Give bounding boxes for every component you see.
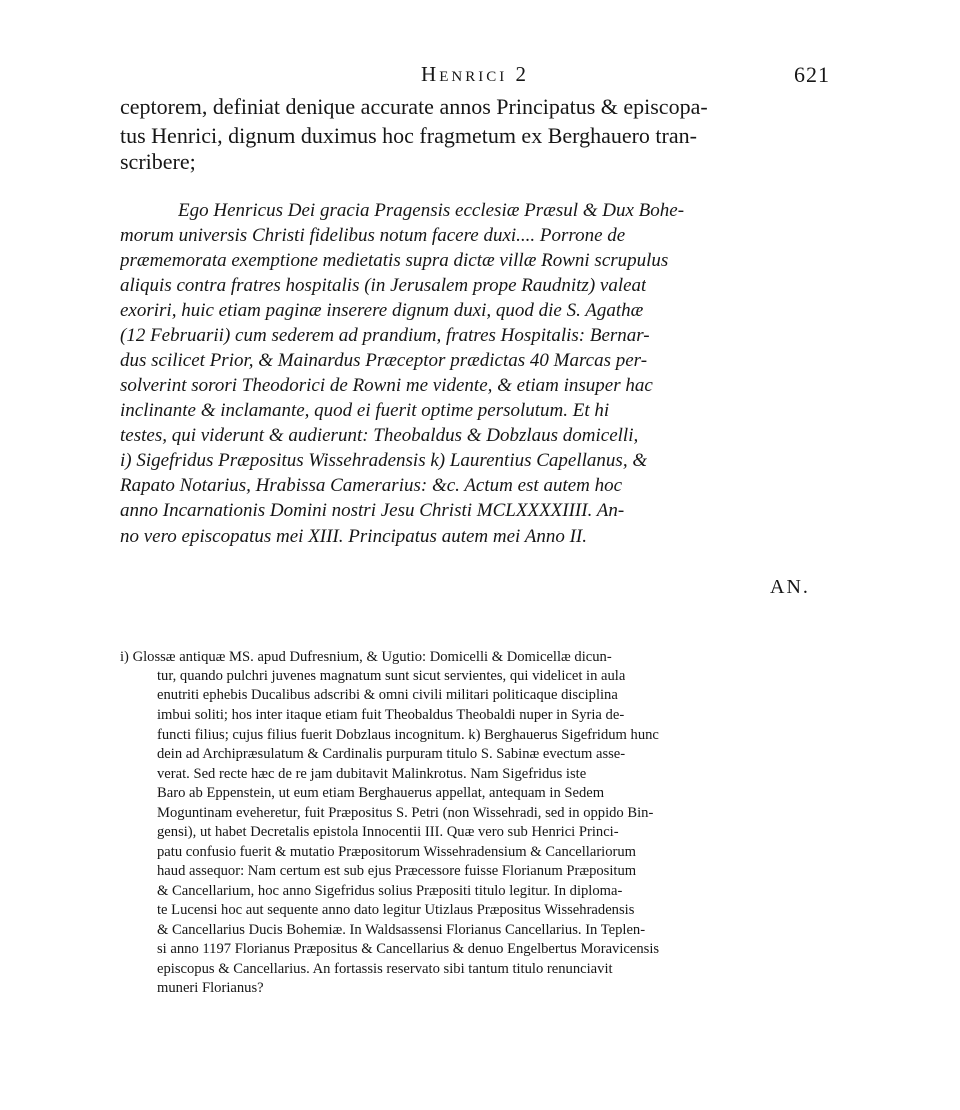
charter-line: morum universis Christi fidelibus notum facere duxi.... Porrone de xyxy=(120,225,626,246)
footnote-line: gensi), ut habet Decretalis epistola Innocentii III. Quæ vero sub Henrici Princi- xyxy=(157,824,619,840)
charter-line: inclinante & inclamante, quod ei fuerit optime persolutum. Et hi xyxy=(120,400,610,421)
charter-line: no vero episcopatus mei XIII. Principatus autem mei Anno II. xyxy=(120,526,587,547)
footnote-line: enutriti ephebis Ducalibus adscribi & omni civili militari politicaque disciplina xyxy=(157,687,618,703)
charter-line: aliquis contra fratres hospitalis (in Jerusalem prope Raudnitz) valeat xyxy=(120,275,647,296)
footnote-line: imbui soliti; hos inter itaque etiam fuit Theobaldus Theobaldi nuper in Syria de- xyxy=(157,707,625,723)
intro-line: ceptorem, definiat denique accurate annos Principatus & episcopa- xyxy=(120,94,708,119)
footnote-line: haud assequor: Nam certum est sub ejus Præcessore fuisse Florianum Præpositum xyxy=(157,863,637,879)
charter-line: exoriri, huic etiam paginæ inserere dignum duxi, quod die S. Agathæ xyxy=(120,300,644,321)
page-number: 621 xyxy=(794,62,830,87)
footnote-line: verat. Sed recte hæc de re jam dubitavit Malinkrotus. Nam Sigefridus iste xyxy=(157,766,587,782)
page-header xyxy=(120,62,830,92)
footnote-line: patu confusio fuerit & mutatio Præpositorum Wissehradensium & Cancellariorum xyxy=(157,844,637,860)
footnote-line: dein ad Archipræsulatum & Cardinalis purpuram titulo S. Sabinæ evectum asse- xyxy=(157,746,626,762)
catchword: AN. xyxy=(770,576,810,598)
intro-line: scribere; xyxy=(120,149,196,174)
footnote-line: tur, quando pulchri juvenes magnatum sunt sicut servientes, qui videlicet in aula xyxy=(157,668,626,684)
charter-line: testes, qui viderunt & audierunt: Theobaldus & Dobzlaus domicelli, xyxy=(120,425,639,446)
charter-line: i) Sigefridus Præpositus Wissehradensis k) Laurentius Capellanus, & xyxy=(120,450,648,471)
charter-line: Rapato Notarius, Hrabissa Camerarius: &c. Actum est autem hoc xyxy=(120,475,623,496)
charter-line: solverint sorori Theodorici de Rowni me vidente, & etiam insuper hac xyxy=(120,375,653,396)
footnote-line: & Cancellarius Ducis Bohemiæ. In Waldsassensi Florianus Cancellarius. In Teplen- xyxy=(157,922,646,938)
footnote-line: si anno 1197 Florianus Præpositus & Cancellarius & denuo Engelbertus Moravicensis xyxy=(157,941,660,957)
footnote-line: Moguntinam eveheretur, fuit Præpositus S. Petri (non Wissehradi, sed in oppido Bin- xyxy=(157,805,654,821)
intro-line: tus Henrici, dignum duximus hoc fragmetum ex Berghauero tran- xyxy=(120,123,697,148)
footnote-line: functi filius; cujus filius fuerit Dobzlaus incognitum. k) Berghauerus Sigefridum hunc xyxy=(157,727,659,743)
charter-line: (12 Februarii) cum sederem ad prandium, fratres Hospitalis: Bernar- xyxy=(120,325,650,346)
footnote-line: episcopus & Cancellarius. An fortassis reservato sibi tantum titulo renunciavit xyxy=(157,961,613,977)
footnote-line: Baro ab Eppenstein, ut eum etiam Berghauerus appellat, antequam in Sedem xyxy=(157,785,605,801)
footnote-line: te Lucensi hoc aut sequente anno dato legitur Utizlaus Præpositus Wissehradensis xyxy=(157,902,635,918)
charter-line: Ego Henricus Dei gracia Pragensis ecclesiæ Præsul & Dux Bohe- xyxy=(178,200,685,221)
footnote-line: & Cancellarium, hoc anno Sigefridus solius Præpositi titulo legitur. In diploma- xyxy=(157,883,623,899)
charter-line: præmemorata exemptione medietatis supra dictæ villæ Rowni scrupulus xyxy=(120,250,669,271)
footnote-line: muneri Florianus? xyxy=(157,980,264,996)
charter-line: dus scilicet Prior, & Mainardus Præceptor prædictas 40 Marcas per- xyxy=(120,350,648,371)
running-title: Henrici 2 xyxy=(421,62,529,86)
footnote-line: i) Glossæ antiquæ MS. apud Dufresnium, & Ugutio: Domicelli & Domicellæ dicun- xyxy=(120,649,612,665)
charter-line: anno Incarnationis Domini nostri Jesu Christi MCLXXXXIIII. An- xyxy=(120,500,625,521)
